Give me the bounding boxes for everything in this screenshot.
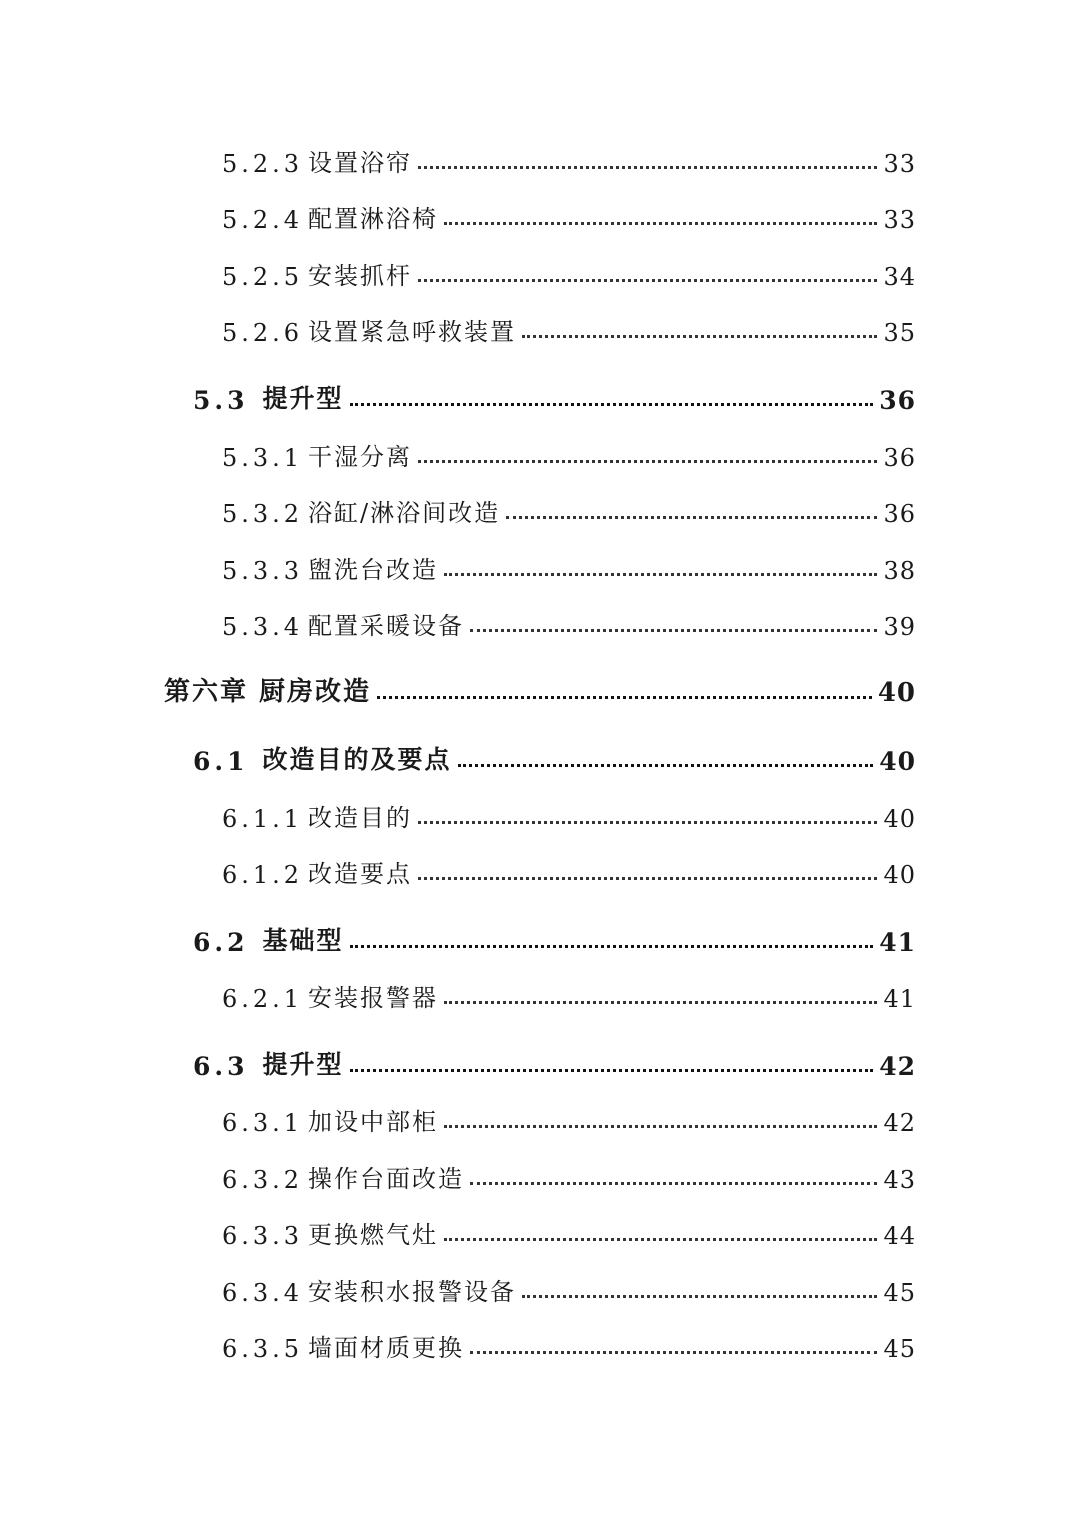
toc-title: 配置淋浴椅 xyxy=(308,205,438,233)
toc-title: 改造目的 xyxy=(308,804,412,832)
dot-leader xyxy=(470,629,877,632)
toc-number: 6.2.1 xyxy=(222,985,304,1013)
toc-number: 6.3.4 xyxy=(222,1279,304,1307)
dot-leader xyxy=(418,821,877,824)
toc-number: 6.2 xyxy=(193,928,249,957)
toc-entry[interactable] xyxy=(222,793,916,833)
dot-leader xyxy=(418,460,877,463)
toc-title: 改造目的及要点 xyxy=(262,745,452,774)
dot-leader xyxy=(350,1069,874,1072)
toc-page-number: 36 xyxy=(883,444,916,472)
dot-leader xyxy=(350,945,874,948)
dot-leader xyxy=(418,877,877,880)
dot-leader xyxy=(444,1125,877,1128)
toc-entry[interactable] xyxy=(222,488,916,528)
toc-entry[interactable] xyxy=(222,1097,916,1137)
toc-title: 墙面材质更换 xyxy=(308,1334,464,1362)
toc-page-number: 33 xyxy=(883,150,916,178)
dot-leader xyxy=(470,1351,877,1354)
toc-number: 5.2.4 xyxy=(222,206,304,234)
toc-entry[interactable] xyxy=(222,138,916,178)
toc-number: 6.3 xyxy=(193,1052,249,1081)
toc-title: 干湿分离 xyxy=(308,443,412,471)
toc-section-entry[interactable] xyxy=(193,917,916,957)
toc-title: 加设中部柜 xyxy=(308,1108,438,1136)
toc-page-number: 40 xyxy=(879,747,916,776)
toc-number: 6.1 xyxy=(193,747,249,776)
toc-entry[interactable] xyxy=(222,432,916,472)
toc-number: 5.3.1 xyxy=(222,444,304,472)
toc-title: 设置浴帘 xyxy=(308,149,412,177)
toc-title: 改造要点 xyxy=(308,860,412,888)
dot-leader xyxy=(377,696,872,699)
toc-section-entry[interactable] xyxy=(193,1041,916,1081)
toc-page-number: 34 xyxy=(883,263,916,291)
toc-title: 设置紧急呼救装置 xyxy=(308,318,516,346)
toc-page-number: 41 xyxy=(883,985,916,1013)
toc-entry[interactable] xyxy=(222,1154,916,1194)
toc-number: 6.1.2 xyxy=(222,861,304,889)
toc-number: 6.3.2 xyxy=(222,1166,304,1194)
toc-page-number: 33 xyxy=(883,206,916,234)
toc-number: 5.2.3 xyxy=(222,150,304,178)
toc-entry[interactable] xyxy=(222,251,916,291)
toc-page-number: 41 xyxy=(879,928,916,957)
toc-number: 6.3.5 xyxy=(222,1335,304,1363)
toc-title: 更换燃气灶 xyxy=(308,1221,438,1249)
dot-leader xyxy=(444,1238,877,1241)
toc-number: 5.3.4 xyxy=(222,613,304,641)
dot-leader xyxy=(350,403,874,406)
toc-entry[interactable] xyxy=(222,973,916,1013)
toc-title: 安装报警器 xyxy=(308,984,438,1012)
toc-entry[interactable] xyxy=(222,849,916,889)
toc-page-number: 40 xyxy=(877,678,916,708)
toc-page-number: 45 xyxy=(883,1279,916,1307)
toc-page-number: 38 xyxy=(883,557,916,585)
toc-page-number: 45 xyxy=(883,1335,916,1363)
toc-page-number: 40 xyxy=(883,805,916,833)
dot-leader xyxy=(458,764,874,767)
toc-section-entry[interactable] xyxy=(193,375,916,415)
toc-title: 配置采暖设备 xyxy=(308,612,464,640)
toc-title: 安装积水报警设备 xyxy=(308,1278,516,1306)
dot-leader xyxy=(444,1001,877,1004)
toc-number: 6.1.1 xyxy=(222,805,304,833)
toc-title: 浴缸/淋浴间改造 xyxy=(308,499,501,527)
toc-chapter-title: 第六章 厨房改造 xyxy=(164,677,372,707)
toc-page-number: 36 xyxy=(883,500,916,528)
toc-number: 5.3.3 xyxy=(222,557,304,585)
dot-leader xyxy=(522,335,877,338)
toc-title: 基础型 xyxy=(262,926,344,955)
toc-page-number: 42 xyxy=(883,1109,916,1137)
toc-page-number: 43 xyxy=(883,1166,916,1194)
dot-leader xyxy=(444,573,877,576)
toc-entry[interactable] xyxy=(222,1267,916,1307)
toc-entry[interactable] xyxy=(222,307,916,347)
toc-page-number: 42 xyxy=(879,1052,916,1081)
toc-page-number: 44 xyxy=(883,1222,916,1250)
toc-entry[interactable] xyxy=(222,1323,916,1363)
toc-entry[interactable] xyxy=(222,601,916,641)
dot-leader xyxy=(470,1182,877,1185)
toc-number: 5.2.6 xyxy=(222,319,304,347)
toc-title: 盥洗台改造 xyxy=(308,556,438,584)
toc-entry[interactable] xyxy=(222,545,916,585)
toc-number: 5.2.5 xyxy=(222,263,304,291)
toc-chapter-entry[interactable] xyxy=(164,668,916,708)
toc-entry[interactable] xyxy=(222,194,916,234)
toc-title: 操作台面改造 xyxy=(308,1165,464,1193)
toc-title: 提升型 xyxy=(262,1050,344,1079)
dot-leader xyxy=(506,516,877,519)
toc-page-number: 39 xyxy=(883,613,916,641)
toc-entry[interactable] xyxy=(222,1210,916,1250)
toc-number: 6.3.1 xyxy=(222,1109,304,1137)
toc-number: 5.3.2 xyxy=(222,500,304,528)
toc-page-number: 40 xyxy=(883,861,916,889)
toc-title: 提升型 xyxy=(262,384,344,413)
dot-leader xyxy=(444,222,877,225)
dot-leader xyxy=(418,279,877,282)
toc-page-number: 36 xyxy=(879,386,916,415)
dot-leader xyxy=(418,166,877,169)
dot-leader xyxy=(522,1295,877,1298)
toc-section-entry[interactable] xyxy=(193,736,916,776)
toc-page-number: 35 xyxy=(883,319,916,347)
toc-number: 5.3 xyxy=(193,386,249,415)
toc-number: 6.3.3 xyxy=(222,1222,304,1250)
toc-title: 安装抓杆 xyxy=(308,262,412,290)
